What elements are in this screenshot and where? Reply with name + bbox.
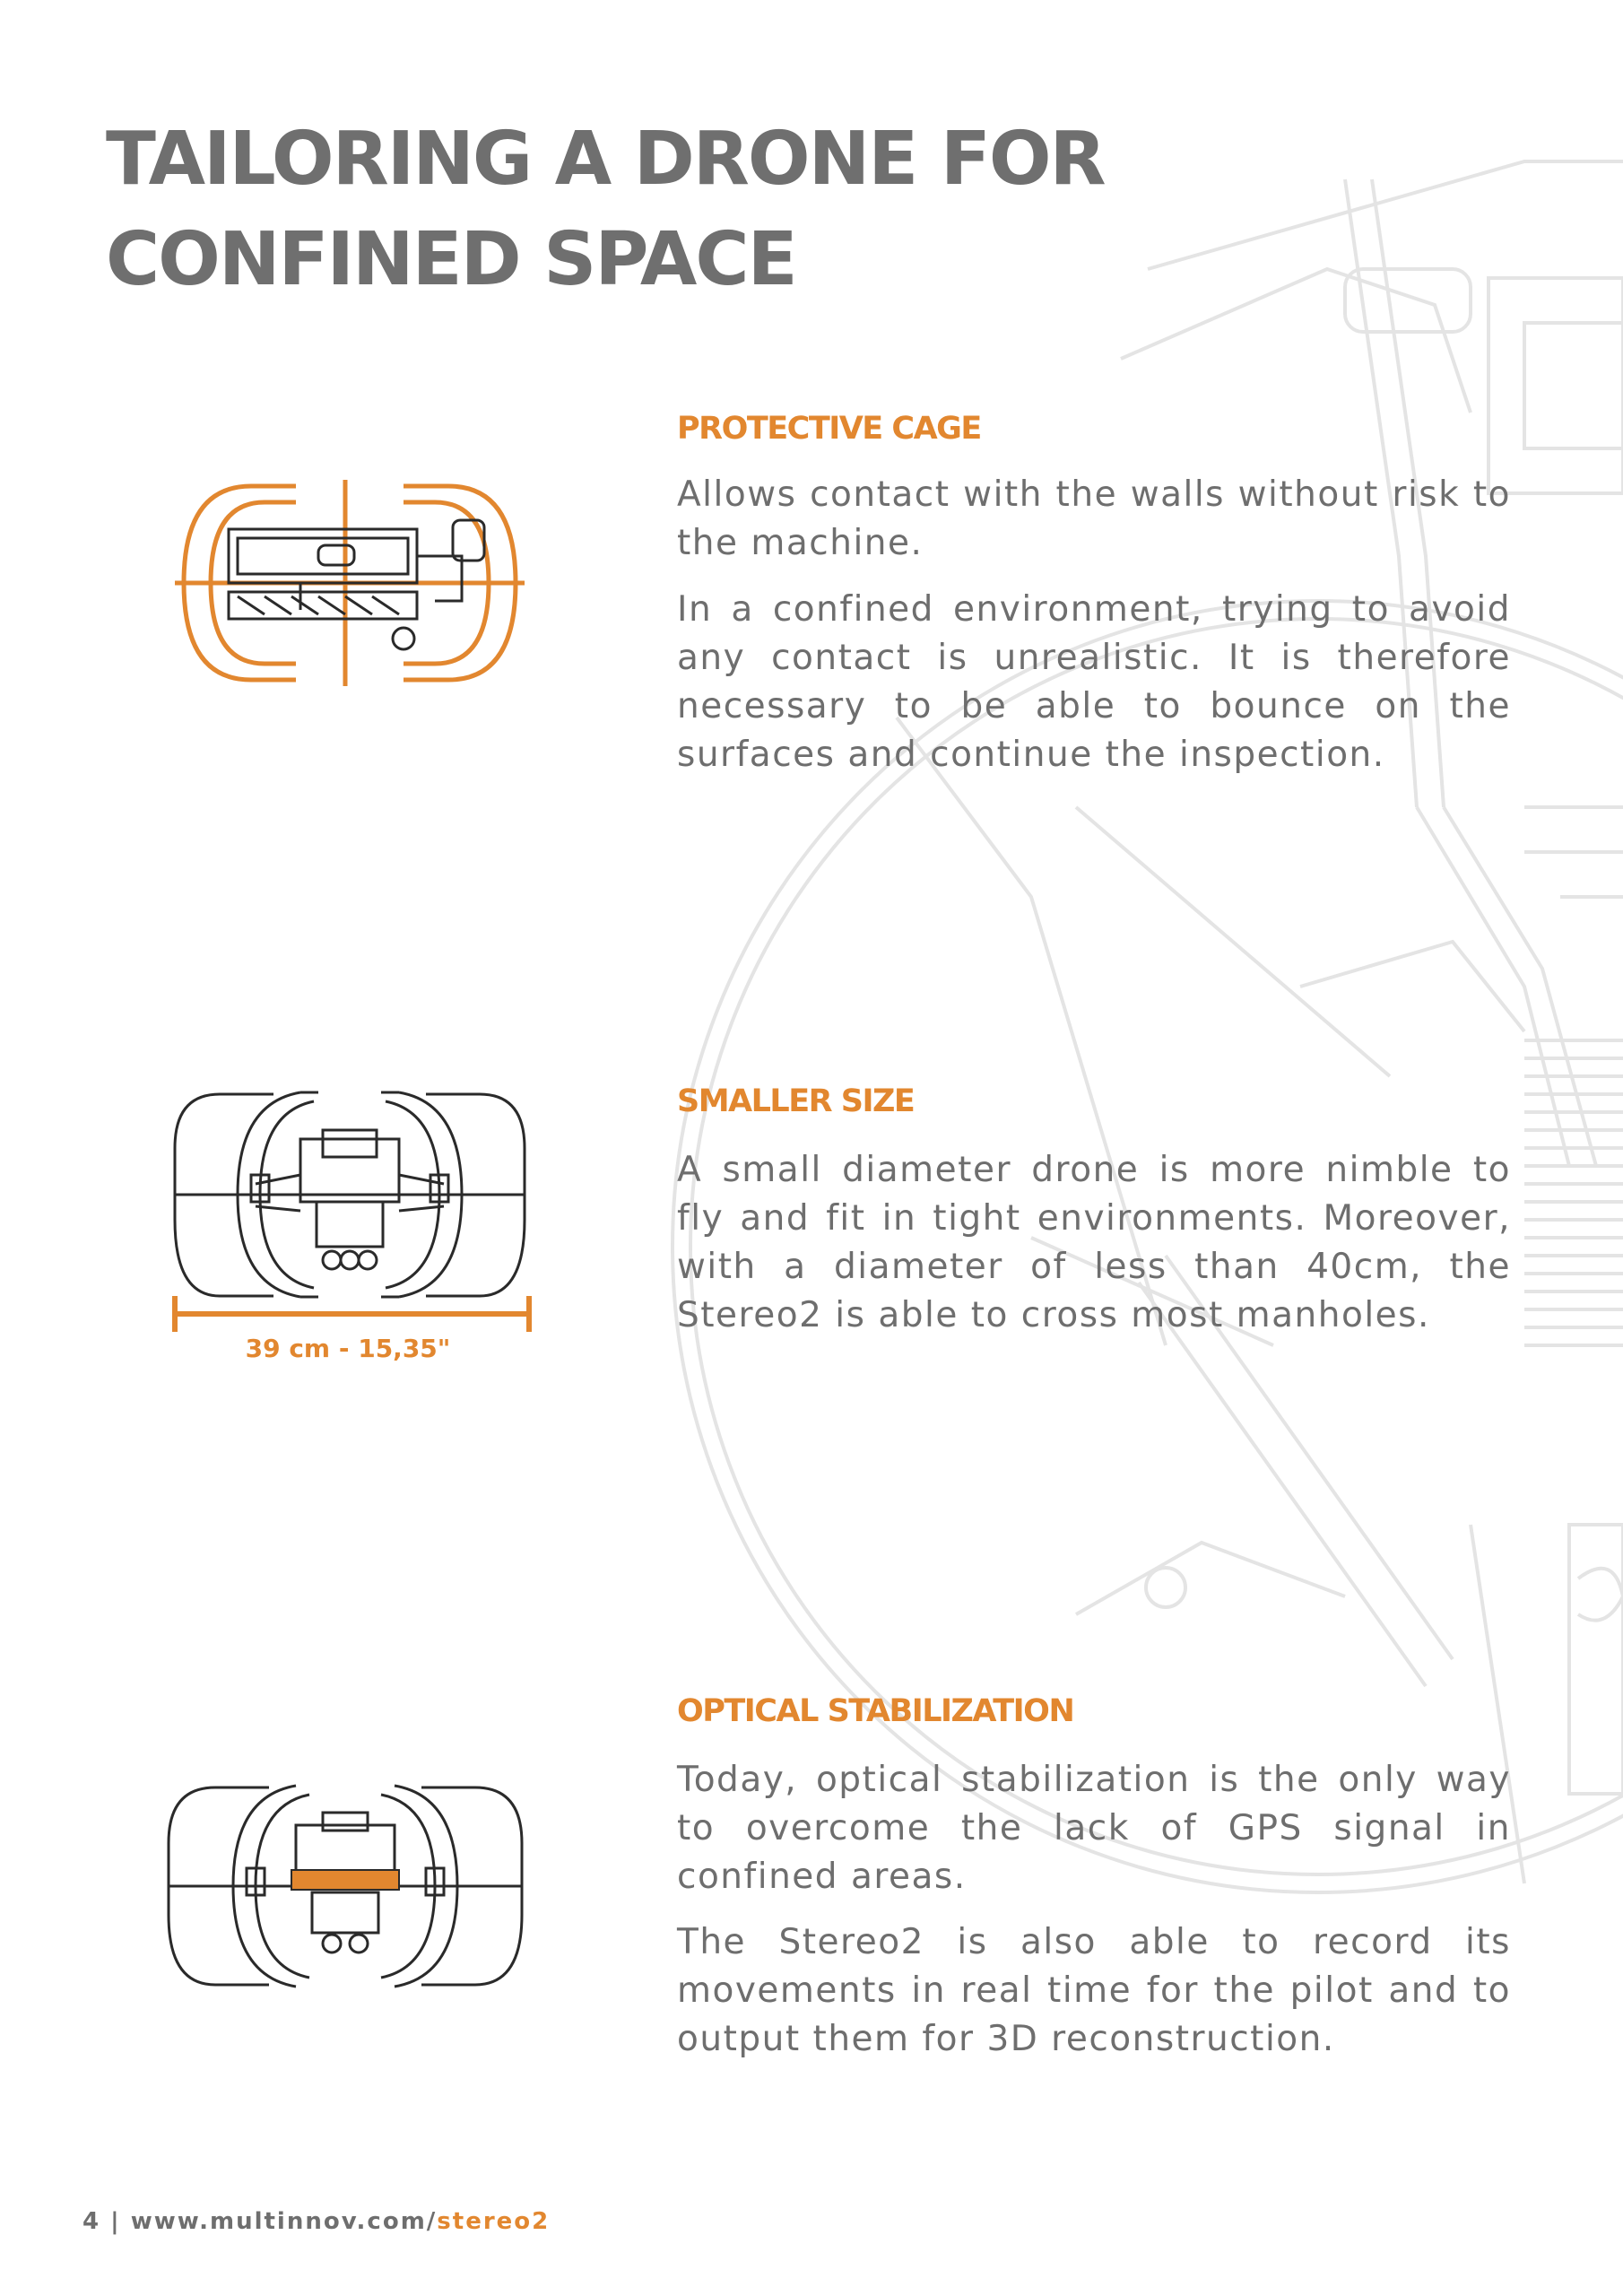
page-title-line-1: TAILORING A DRONE FOR bbox=[106, 117, 1105, 202]
dimension-label: 39 cm - 15,35" bbox=[245, 1334, 451, 1363]
page-title bbox=[106, 109, 1105, 310]
protective-cage-paragraph-1: Allows contact with the walls without risk to the machine. bbox=[677, 474, 1511, 563]
page-footer bbox=[82, 2208, 550, 2235]
footer-url-path[interactable]: stereo2 bbox=[437, 2208, 551, 2235]
protective-cage-paragraph-2: In a confined environment, trying to avoid any contact is unrealistic. It is therefore necessary to be able to bounce on the surfaces and continue the inspection. bbox=[677, 589, 1511, 775]
optical-stabilization-paragraph-1: Today, optical stabilization is the only way to overcome the lack of GPS signal in confined areas. bbox=[677, 1760, 1511, 1897]
footer-url-base[interactable]: www.multinnov.com/ bbox=[130, 2208, 438, 2235]
dimension-bar bbox=[170, 1292, 538, 1336]
protective-cage-illustration bbox=[166, 475, 534, 691]
optical-stabilization-illustration bbox=[161, 1780, 529, 2005]
page-title-line-2: CONFINED SPACE bbox=[106, 217, 796, 302]
section-heading-smaller-size: SMALLER SIZE bbox=[677, 1083, 915, 1119]
smaller-size-paragraph-1: A small diameter drone is more nimble to fly and fit in tight environments. Moreover, with a diameter of less than 40cm, the Stereo2 is able to cross most manholes. bbox=[677, 1150, 1511, 1335]
section-heading-optical-stabilization: OPTICAL STABILIZATION bbox=[677, 1693, 1074, 1729]
section-heading-protective-cage: PROTECTIVE CAGE bbox=[677, 411, 981, 447]
footer-separator: | bbox=[110, 2208, 121, 2235]
page-number: 4 bbox=[82, 2208, 101, 2235]
optical-stabilization-paragraph-2: The Stereo2 is also able to record its movements in real time for the pilot and to output them for 3D reconstruction. bbox=[677, 1922, 1511, 2059]
